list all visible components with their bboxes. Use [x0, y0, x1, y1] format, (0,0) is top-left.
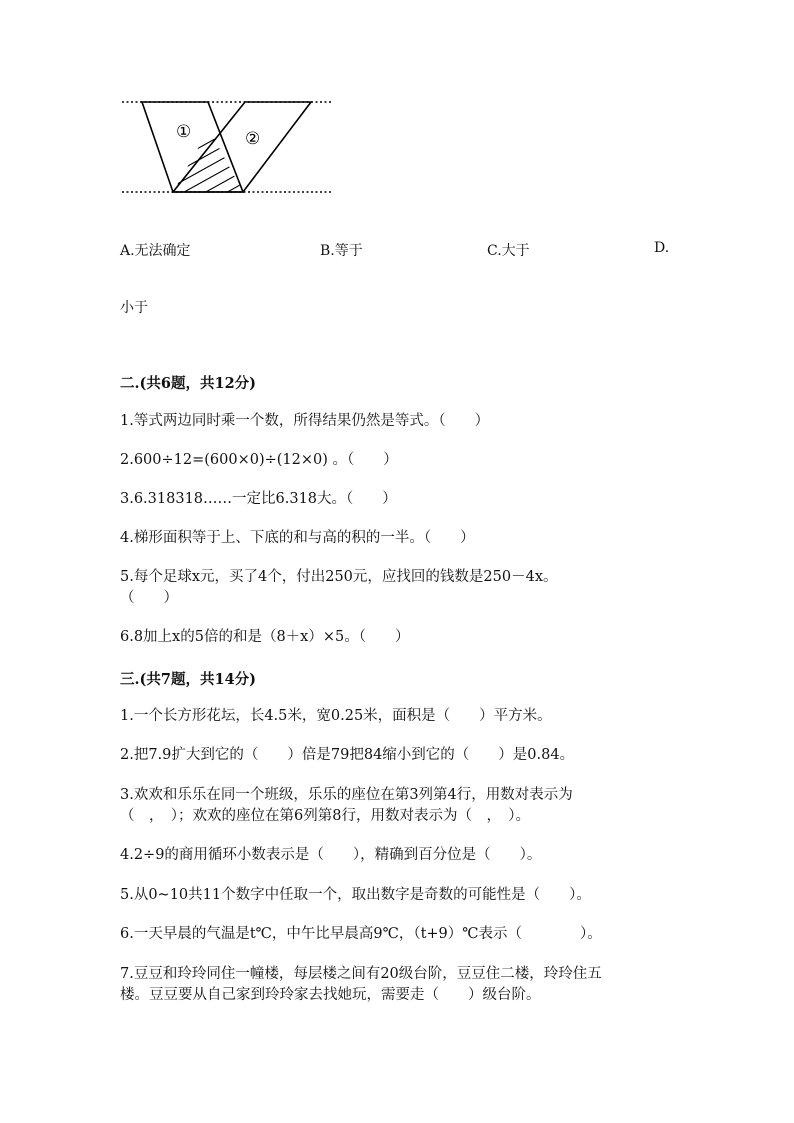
option-c[interactable]: C.大于: [487, 243, 530, 259]
parallelogram-2: [173, 102, 311, 192]
figure-label-1: ①: [176, 122, 192, 142]
option-d-continuation: 小于: [120, 300, 148, 316]
s2-question-5-bracket: （ ）: [120, 590, 178, 606]
section-3-title: 三.(共7题，共14分): [120, 671, 257, 688]
s3-question-4: 4.2÷9的商用循环小数表示是（ ），精确到百分位是（ ）。: [120, 847, 542, 863]
figure-label-2: ②: [245, 129, 261, 149]
parallelogram-1: [142, 102, 243, 192]
s3-question-3-cont: （ ， ）；欢欢的座位在第6列第8行，用数对表示为（ ， ）。: [120, 808, 530, 824]
s3-question-5: 5.从0~10共11个数字中任取一个，取出数字是奇数的可能性是（ ）。: [120, 887, 591, 903]
s2-question-4: 4.梯形面积等于上、下底的和与高的积的一半。（ ）: [120, 530, 475, 546]
s2-question-1: 1.等式两边同时乘一个数，所得结果仍然是等式。（ ）: [120, 413, 490, 429]
s3-question-6: 6.一天早晨的气温是t℃，中午比早晨高9℃，（t+9）℃表示（ ）。: [120, 926, 602, 942]
s3-question-1: 1.一个长方形花坛，长4.5米，宽0.25米，面积是（ ）平方米。: [120, 708, 552, 724]
s2-question-5: 5.每个足球x元，买了4个，付出250元，应找回的钱数是250－4x。: [120, 569, 558, 585]
parallelogram-figure: [118, 95, 338, 200]
option-d[interactable]: D.: [654, 240, 670, 256]
s2-question-3: 3.6.318318……一定比6.318大。（ ）: [120, 491, 397, 507]
s3-question-7-cont: 楼。豆豆要从自己家到玲玲家去找她玩，需要走（ ）级台阶。: [120, 987, 541, 1003]
option-b[interactable]: B.等于: [320, 243, 363, 259]
s2-question-2: 2.600÷12=(600×0)÷(12×0) 。（ ）: [120, 452, 398, 468]
s2-question-6: 6.8加上x的5倍的和是（8＋x）×5。（ ）: [120, 629, 410, 645]
s3-question-7: 7.豆豆和玲玲同住一幢楼，每层楼之间有20级台阶，豆豆住二楼，玲玲住五: [120, 966, 602, 982]
s3-question-2: 2.把7.9扩大到它的（ ）倍是79把84缩小到它的（ ）是0.84。: [120, 747, 575, 763]
s3-question-3: 3.欢欢和乐乐在同一个班级，乐乐的座位在第3列第4行，用数对表示为: [120, 787, 573, 803]
section-2-title: 二.(共6题，共12分): [120, 375, 257, 392]
option-a[interactable]: A.无法确定: [120, 243, 191, 259]
